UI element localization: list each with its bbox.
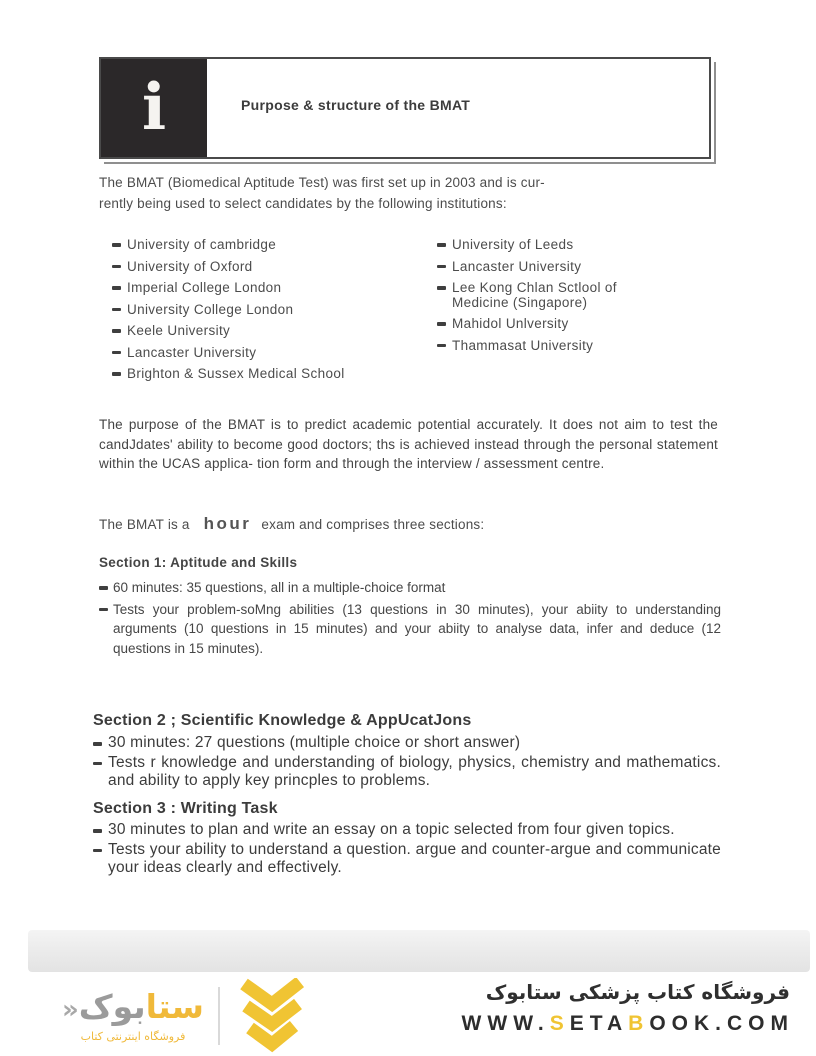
section-1-heading: Section 1: Aptitude and Skills bbox=[99, 555, 298, 570]
university-name: University of cambridge bbox=[127, 237, 277, 252]
list-item bbox=[93, 841, 721, 878]
list-item bbox=[112, 367, 412, 382]
section-bullet-text: 30 minutes to plan and write an essay on a topic selected from four given topics. bbox=[108, 821, 675, 838]
section-2-bullets bbox=[93, 734, 721, 792]
bullet-icon bbox=[99, 608, 108, 612]
list-item bbox=[437, 260, 715, 275]
list-item bbox=[437, 339, 715, 354]
bullet-icon bbox=[112, 243, 121, 247]
university-name: Lancaster University bbox=[452, 258, 582, 274]
university-name: Lee Kong Chlan Sctlool of Medicine (Singapore) bbox=[452, 280, 617, 310]
bullet-icon bbox=[99, 586, 108, 590]
list-item bbox=[93, 734, 721, 753]
list-item bbox=[93, 821, 721, 840]
bullet-icon bbox=[93, 829, 102, 833]
exam-summary-line bbox=[99, 514, 484, 534]
list-item bbox=[112, 281, 412, 296]
info-icon-letter: i bbox=[141, 70, 167, 145]
bullet-icon bbox=[437, 265, 446, 269]
bullet-icon bbox=[93, 762, 102, 766]
university-name: Brighton & Sussex Medical School bbox=[127, 366, 345, 381]
section-bullet-text: 30 minutes: 27 questions (multiple choice or short answer) bbox=[108, 734, 521, 751]
intro-paragraph bbox=[99, 172, 724, 214]
url-segment: B bbox=[628, 1012, 650, 1035]
intro-line-1: The BMAT (Biomedical Aptitude Test) was first set up in 2003 and is cur- bbox=[99, 175, 545, 190]
url-segment: S bbox=[549, 1012, 570, 1035]
section-3-bullets bbox=[93, 821, 721, 879]
website-url bbox=[462, 1012, 794, 1036]
section-bullet-text: Tests your problem-soMng abilities (13 questions in 30 minutes), your abiity to understanding arguments (10 questions in 15 minutes) and your abiity to analyse data, infer and deduce (12 questions in 15 minutes). bbox=[113, 601, 721, 656]
list-item bbox=[437, 317, 715, 332]
logo-divider bbox=[218, 987, 220, 1045]
list-item bbox=[112, 260, 412, 275]
store-description-text: فروشگاه کتاب پزشکی ستابوک bbox=[485, 980, 790, 1004]
bullet-icon bbox=[112, 265, 121, 269]
bullet-icon bbox=[112, 372, 121, 376]
bullet-icon bbox=[112, 286, 121, 290]
logo-brand-text bbox=[62, 989, 204, 1043]
university-list-right bbox=[437, 238, 715, 360]
university-name: University of Leeds bbox=[452, 237, 574, 252]
purpose-paragraph: The purpose of the BMAT is to predict academic potential accurately. It does not aim to test the candJdates' ability to become good doctors; ths is achieved instead through the personal statement within the UCAS applica- tion form and through the interview / assessment centre. bbox=[99, 417, 718, 471]
list-item bbox=[437, 238, 715, 253]
page-title: Purpose & structure of the BMAT bbox=[241, 97, 471, 113]
university-name: Lancaster University bbox=[127, 344, 257, 360]
section-bullet-text: 60 minutes: 35 questions, all in a multiple-choice format bbox=[113, 580, 446, 595]
section-2-heading: Section 2 ; Scientific Knowledge & AppUcatJons bbox=[93, 712, 472, 729]
list-item bbox=[437, 281, 715, 310]
university-name: Thammasat University bbox=[452, 337, 594, 353]
bullet-icon bbox=[437, 322, 446, 326]
bullet-icon bbox=[112, 308, 121, 312]
university-name: Imperial College London bbox=[127, 280, 282, 295]
url-segment: WWW. bbox=[461, 1012, 550, 1035]
bullet-icon bbox=[437, 344, 446, 348]
info-icon bbox=[101, 59, 207, 157]
section-bullet-text: Tests r knowledge and understanding of biology, physics, chemistry and mathematics. and ability to apply key princples to problems. bbox=[108, 753, 721, 789]
bullet-icon bbox=[93, 849, 102, 853]
footer bbox=[0, 972, 816, 1056]
intro-line-2: rently being used to select candidates by the following institutions: bbox=[99, 196, 507, 211]
university-list-left bbox=[112, 238, 412, 389]
exam-line-prefix: The BMAT is a bbox=[99, 517, 190, 532]
exam-line-hour: hour bbox=[203, 514, 252, 533]
bullet-icon bbox=[112, 329, 121, 333]
exam-line-suffix: exam and comprises three sections: bbox=[261, 517, 485, 532]
url-segment: OOK.COM bbox=[649, 1012, 794, 1035]
university-name: University College London bbox=[127, 301, 294, 317]
logo-tagline: فروشگاه اینترنتی کتاب bbox=[80, 1030, 186, 1043]
logo-wordmark-gray: بوک bbox=[78, 987, 146, 1026]
logo-wordmark bbox=[62, 989, 204, 1028]
list-item bbox=[99, 578, 721, 598]
info-box bbox=[99, 57, 711, 159]
list-item bbox=[112, 303, 412, 318]
list-item bbox=[99, 600, 721, 659]
url-segment: ETA bbox=[569, 1012, 629, 1035]
bullet-icon bbox=[437, 243, 446, 247]
footer-divider-band bbox=[28, 930, 810, 972]
logo-wordmark-yellow: ستا bbox=[145, 987, 204, 1026]
chevron-logo-icon bbox=[232, 978, 310, 1054]
university-name: Keele University bbox=[127, 323, 231, 338]
bullet-icon bbox=[93, 742, 102, 746]
bullet-icon bbox=[112, 351, 121, 355]
list-item bbox=[93, 754, 721, 791]
list-item bbox=[112, 324, 412, 339]
section-1-bullets bbox=[99, 578, 721, 660]
section-3-heading: Section 3 : Writing Task bbox=[93, 800, 278, 817]
logo-guillemet-mark: « bbox=[62, 995, 79, 1025]
university-name: University of Oxford bbox=[127, 258, 253, 274]
list-item bbox=[112, 346, 412, 361]
bullet-icon bbox=[437, 286, 446, 290]
setabook-logo bbox=[62, 978, 310, 1054]
university-name: Mahidol Unlversity bbox=[452, 316, 569, 331]
list-item bbox=[112, 238, 412, 253]
section-bullet-text: Tests your ability to understand a question. argue and counter-argue and communicate your ideas clearly and effectively. bbox=[108, 840, 721, 876]
